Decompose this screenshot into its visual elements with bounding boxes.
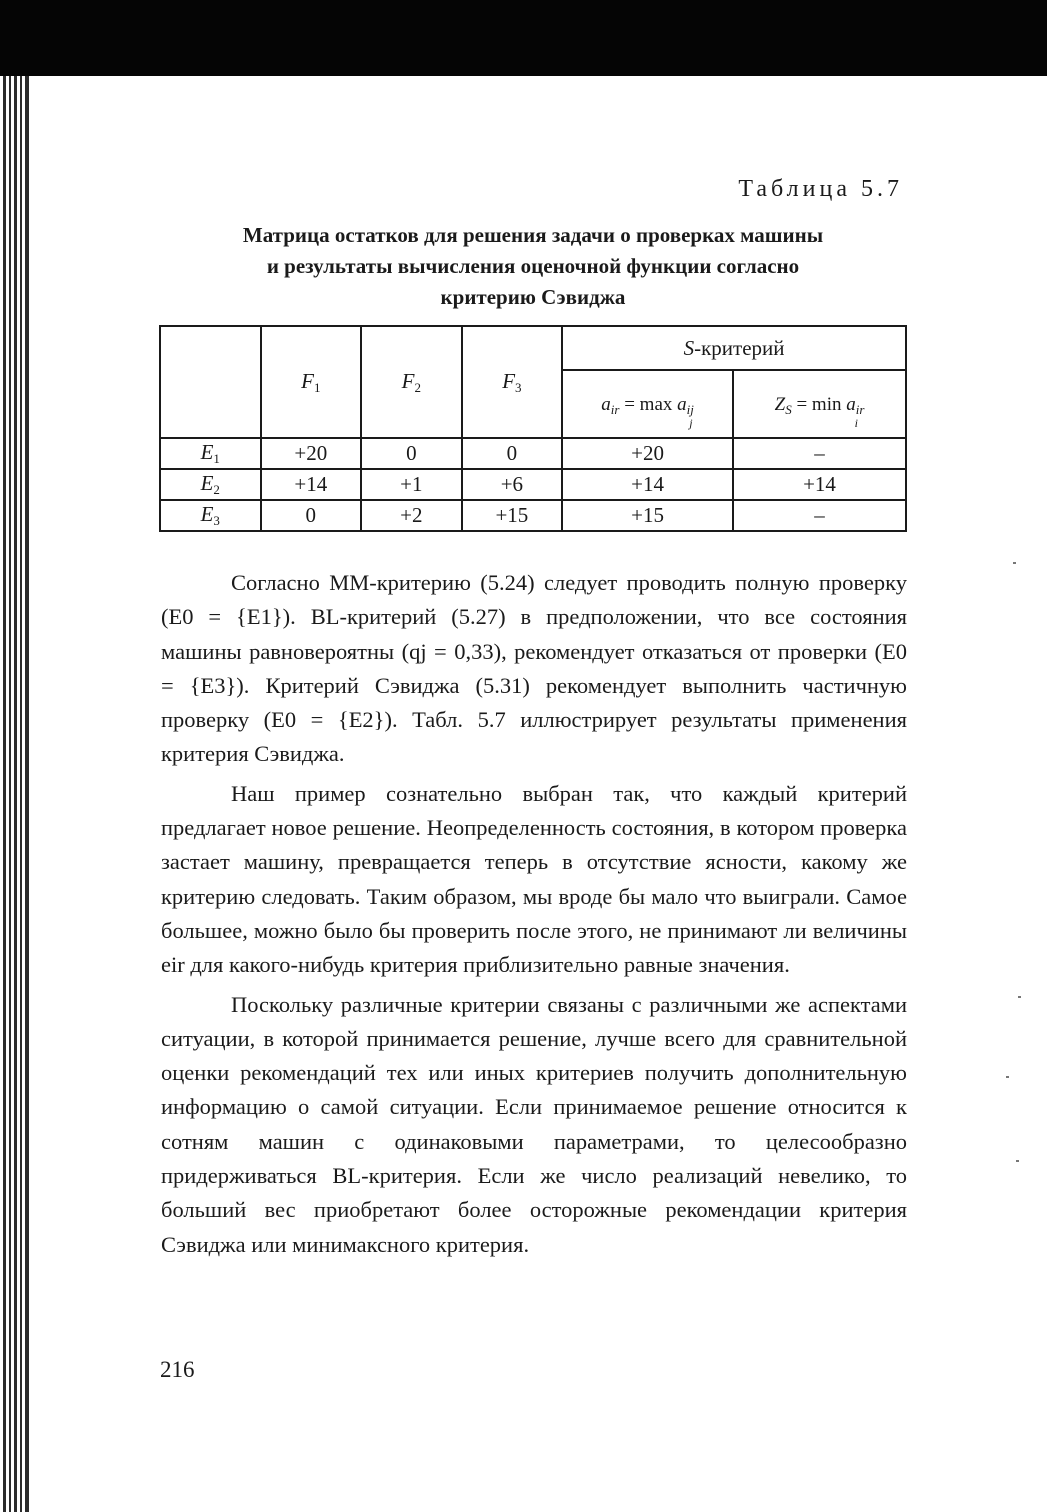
table-header-row <box>160 326 906 370</box>
scan-speck <box>1016 1160 1019 1162</box>
cell-a-ir: +15 <box>562 500 733 531</box>
a-ir-formula: $a_{ir} = \max a_{ij}$ j <box>601 393 694 430</box>
cell-z-s: – <box>733 500 906 531</box>
header-z-s-formula <box>733 370 906 438</box>
cell-z-s: +14 <box>733 469 906 500</box>
caption-line-3: критерию Сэвиджа <box>440 285 626 309</box>
row-label: $E_1$ <box>160 438 261 469</box>
cell-f2: +2 <box>361 500 462 531</box>
header-a-ir-formula <box>562 370 733 438</box>
table-number: Таблица 5.7 <box>738 176 903 202</box>
table-row <box>160 469 906 500</box>
paragraph: Согласно ММ-критерию (5.24) следует проводить полную проверку (E0 = {E1}). BL-критерий (5.27) в предположении, что все состояния машины равновероятны (qj = 0,33), рекомендует отказаться от проверки (E0 = {E3}). Критерий Сэвиджа (5.31) рекомендует выполнить частичную проверку (E0 = {E2}). Табл. 5.7 иллюстрирует результаты применения критерия Сэвиджа. <box>161 570 907 767</box>
book-spine-shadow <box>0 76 34 1512</box>
row-label: $E_2$ <box>160 469 261 500</box>
scan-speck <box>1018 996 1021 998</box>
header-f3: $F_3$ <box>462 326 563 438</box>
body-text <box>161 566 907 1267</box>
cell-a-ir: +14 <box>562 469 733 500</box>
table-row <box>160 438 906 469</box>
paragraph: Наш пример сознательно выбран так, что каждый критерий предлагает новое решение. Неопределенность состояния, в котором проверка застает машину, превращается теперь в отсутствие ясности, какому же критерию следовать. Таким образом, мы вроде бы мало что выиграли. Самое большее, можно было бы проверить после этого, не принимают ли величины eir для какого-нибудь критерия приблизительно равные значения. <box>161 780 907 978</box>
scan-speck <box>1006 1076 1009 1078</box>
cell-f1: +20 <box>261 438 362 469</box>
cell-f2: +1 <box>361 469 462 500</box>
cell-a-ir: +20 <box>562 438 733 469</box>
cell-f1: 0 <box>261 500 362 531</box>
scan-top-shadow <box>0 0 1047 76</box>
residual-matrix-table <box>159 325 907 532</box>
caption-line-1: Матрица остатков для решения задачи о проверках машины <box>242 223 824 247</box>
paragraph: Поскольку различные критерии связаны с различными же аспектами ситуации, в которой принимается решение, лучше всего для сравнительной оценки рекомендаций тех или иных критериев получить дополнительную информацию о самой ситуации. Если принимаемое решение относится к сотням машин с одинаковыми параметрами, то целесообразно придерживаться BL-критерия. Если же число реализаций невелико, то больший вес приобретают более осторожные рекомендации критерия Сэвиджа или минимаксного критерия. <box>161 991 907 1257</box>
corner-cell <box>160 326 261 438</box>
header-f1: $F_1$ <box>261 326 362 438</box>
cell-f2: 0 <box>361 438 462 469</box>
z-s-formula: $Z_S = \min a_{ir}$ i <box>774 393 865 430</box>
cell-f3: +6 <box>462 469 563 500</box>
cell-f1: +14 <box>261 469 362 500</box>
table-row <box>160 500 906 531</box>
cell-f3: +15 <box>462 500 563 531</box>
scan-speck <box>1013 562 1016 564</box>
row-label: $E_3$ <box>160 500 261 531</box>
cell-f3: 0 <box>462 438 563 469</box>
page-number: 216 <box>160 1357 195 1382</box>
cell-z-s: – <box>733 438 906 469</box>
table-caption <box>160 220 906 313</box>
header-f2: $F_2$ <box>361 326 462 438</box>
caption-line-2: и результаты вычисления оценочной функции согласно <box>266 254 800 278</box>
header-s-criterion: S-критерий <box>562 326 906 370</box>
